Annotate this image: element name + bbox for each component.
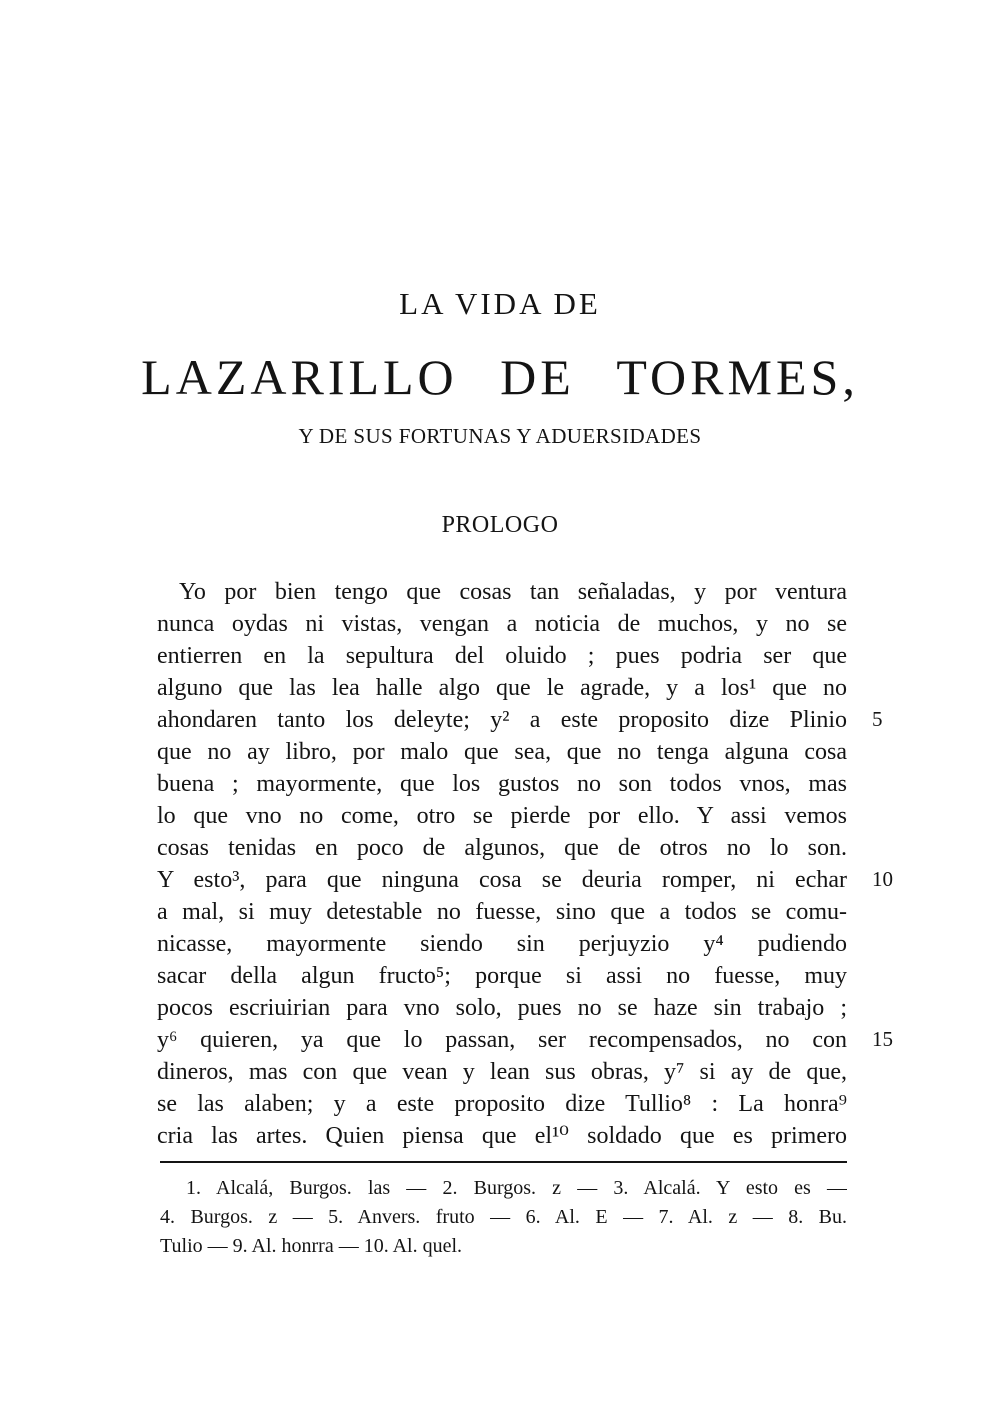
line-number-10: 10 <box>872 867 893 891</box>
line-number-15: 15 <box>872 1027 893 1051</box>
line-number-5: 5 <box>872 707 883 731</box>
text-line-16: dineros, mas con que vean y lean sus obras, y⁷ si ay de que, <box>157 1059 847 1085</box>
text-line-12: nicasse, mayormente siendo sin perjuyzio y⁴ pudiendo <box>157 931 847 957</box>
text-line-9: cosas tenidas en poco de algunos, que de otros no lo son. <box>157 835 847 861</box>
text-line-18: cria las artes. Quien piensa que el¹⁰ soldado que es primero <box>157 1123 847 1149</box>
book-title: LAZARILLO DE TORMES, <box>141 349 859 405</box>
text-line-1: Yo por bien tengo que cosas tan señaladas, y por ventura <box>179 579 847 605</box>
text-line-11: a mal, si muy detestable no fuesse, sino que a todos se comu- <box>157 899 847 925</box>
text-line-8: lo que vno no come, otro se pierde por ello. Y assi vemos <box>157 803 847 829</box>
text-line-3: entierren en la sepultura del oluido ; pues podria ser que <box>157 643 847 669</box>
title-small: LA VIDA DE <box>399 286 601 321</box>
section-heading: PROLOGO <box>441 512 559 538</box>
text-line-17: se las alaben; y a este proposito dize Tullio⁸ : La honra⁹ <box>157 1091 847 1117</box>
footnote-line-1: 1. Alcalá, Burgos. las — 2. Burgos. z — 3. Alcalá. Y esto es — <box>186 1177 847 1199</box>
footnote-rule <box>160 1161 847 1163</box>
text-line-4: alguno que las lea halle algo que le agrade, y a los¹ que no <box>157 675 847 701</box>
text-line-5: ahondaren tanto los deleyte; y² a este proposito dize Plinio <box>157 707 847 733</box>
text-line-14: pocos escriuirian para vno solo, pues no se haze sin trabajo ; <box>157 995 847 1021</box>
text-line-10: Y esto³, para que ninguna cosa se deuria romper, ni echar <box>157 867 847 893</box>
footnote-line-3: Tulio — 9. Al. honrra — 10. Al. quel. <box>160 1235 463 1257</box>
text-line-13: sacar della algun fructo⁵; porque si assi no fuesse, muy <box>157 963 847 989</box>
text-line-15: y⁶ quieren, ya que lo passan, ser recompensados, no con <box>157 1027 847 1053</box>
footnotes <box>160 1174 847 1261</box>
footnote-line-2: 4. Burgos. z — 5. Anvers. fruto — 6. Al. E — 7. Al. z — 8. Bu. <box>160 1206 847 1228</box>
text-line-7: buena ; mayormente, que los gustos no son todos vnos, mas <box>157 771 847 797</box>
book-subtitle: Y DE SUS FORTUNAS Y ADUERSIDADES <box>298 424 702 448</box>
text-line-2: nunca oydas ni vistas, vengan a noticia de muchos, y no se <box>157 611 847 637</box>
prologue-text <box>157 576 847 1152</box>
text-line-6: que no ay libro, por malo que sea, que no tenga alguna cosa <box>157 739 847 765</box>
